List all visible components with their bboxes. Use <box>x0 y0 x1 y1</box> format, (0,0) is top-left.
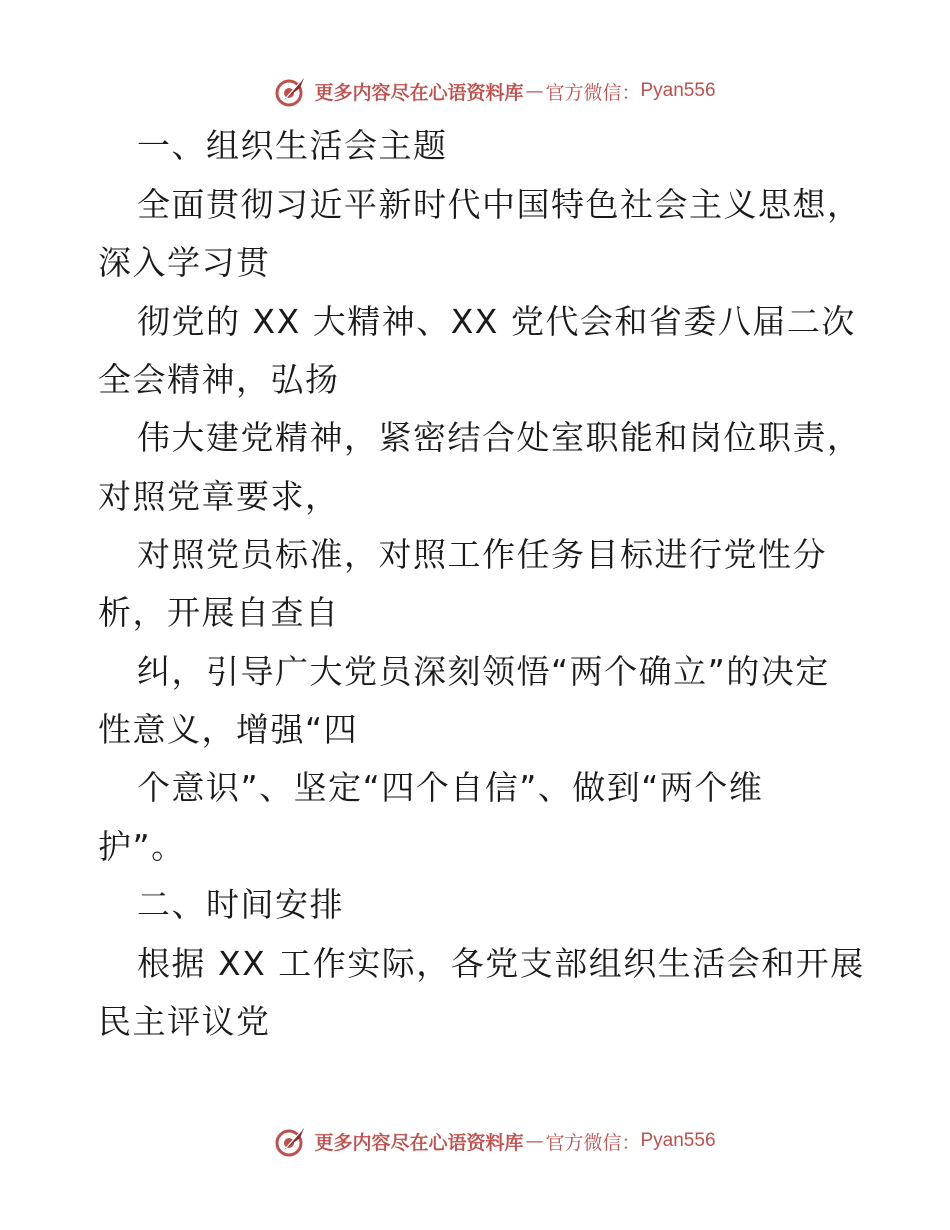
paragraph-line: 彻党的 XX 大精神、XX 党代会和省委八届二次 <box>137 302 856 341</box>
paragraph-line: 对照党章要求， <box>98 477 340 516</box>
paragraph-line: 个意识”、坚定“四个自信”、做到“两个维 <box>137 768 764 807</box>
header-watermark-banner <box>0 71 950 111</box>
banner-official-label: 官方微信： <box>545 81 641 104</box>
banner-wechat-id: Pyan556 <box>640 80 716 101</box>
feather-logo-icon <box>274 1124 308 1158</box>
banner-wechat-id: Pyan556 <box>640 1130 716 1151</box>
paragraph-line: 深入学习贯 <box>98 243 271 282</box>
banner-text: 更多内容尽在心语资料库 <box>314 1131 524 1154</box>
paragraph-line: 性意义，增强“四 <box>98 710 359 749</box>
banner-official-label: 官方微信： <box>545 1131 641 1154</box>
paragraph-line: 伟大建党精神，紧密结合处室职能和岗位职责， <box>137 418 862 457</box>
paragraph-line: 对照党员标准，对照工作任务目标进行党性分 <box>137 535 827 574</box>
paragraph-line: 护”。 <box>98 827 186 866</box>
paragraph-line: 根据 XX 工作实际，各党支部组织生活会和开展 <box>137 944 865 983</box>
footer-watermark-banner <box>0 1121 950 1161</box>
banner-dash: — <box>525 80 544 102</box>
section-heading-theme: 一、组织生活会主题 <box>137 126 448 165</box>
banner-text: 更多内容尽在心语资料库 <box>314 81 524 104</box>
paragraph-line: 纠，引导广大党员深刻领悟“两个确立”的决定 <box>137 652 830 691</box>
section-heading-schedule: 二、时间安排 <box>137 885 344 924</box>
paragraph-line: 全面贯彻习近平新时代中国特色社会主义思想， <box>137 185 862 224</box>
feather-logo-icon <box>274 74 308 108</box>
paragraph-line: 析，开展自查自 <box>98 593 340 632</box>
paragraph-line: 民主评议党 <box>98 1002 271 1041</box>
paragraph-line: 全会精神，弘扬 <box>98 360 340 399</box>
banner-dash: — <box>525 1130 544 1152</box>
